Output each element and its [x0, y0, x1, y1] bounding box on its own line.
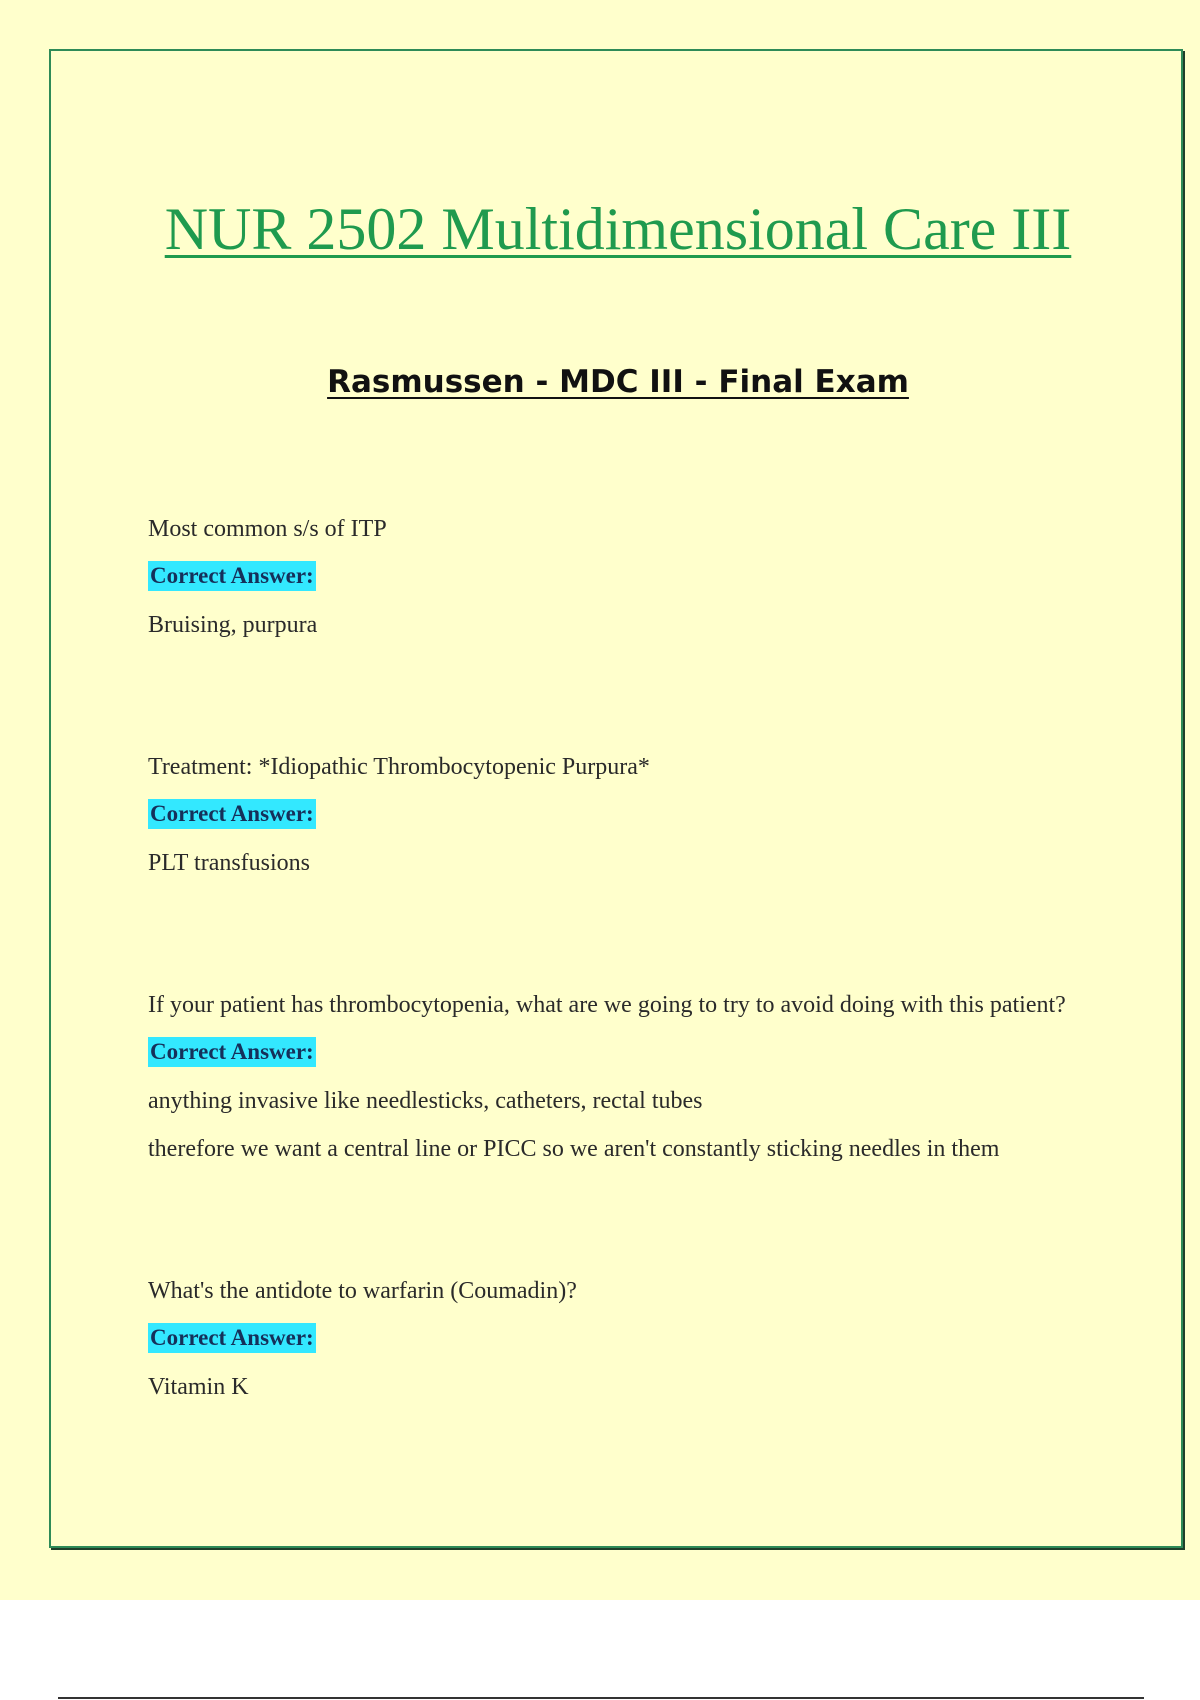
document-frame: [49, 49, 1183, 1548]
answer-text: Bruising, purpura: [148, 612, 318, 638]
correct-answer-label: Correct Answer:: [148, 1037, 316, 1067]
footer-divider: [58, 1697, 1144, 1699]
question-text: Treatment: *Idiopathic Thrombocytopenic Purpura*: [148, 754, 650, 780]
question-text: If your patient has thrombocytopenia, what are we going to try to avoid doing with this patient?: [148, 992, 1066, 1018]
answer-text: anything invasive like needlesticks, catheters, rectal tubes: [148, 1088, 703, 1114]
question-item: [148, 513, 1138, 641]
question-text: What's the antidote to warfarin (Coumadin)?: [148, 1278, 577, 1304]
answer-text: therefore we want a central line or PICC so we aren't constantly sticking needles in them: [148, 1136, 1000, 1162]
question-item: [148, 751, 1138, 879]
question-text: Most common s/s of ITP: [148, 516, 387, 542]
document-title-text: NUR 2502 Multidimensional Care III: [164, 196, 1072, 262]
document-subtitle-text: Rasmussen - MDC III - Final Exam: [327, 364, 909, 400]
answer-text: PLT transfusions: [148, 850, 311, 876]
document-title: [51, 193, 1185, 265]
question-item: [148, 989, 1138, 1165]
document-subtitle: [51, 362, 1185, 402]
answer-text: Vitamin K: [148, 1374, 249, 1400]
correct-answer-label: Correct Answer:: [148, 1323, 316, 1353]
question-list: [148, 513, 1138, 1403]
correct-answer-label: Correct Answer:: [148, 561, 316, 591]
correct-answer-label: Correct Answer:: [148, 799, 316, 829]
question-item: [148, 1275, 1138, 1403]
